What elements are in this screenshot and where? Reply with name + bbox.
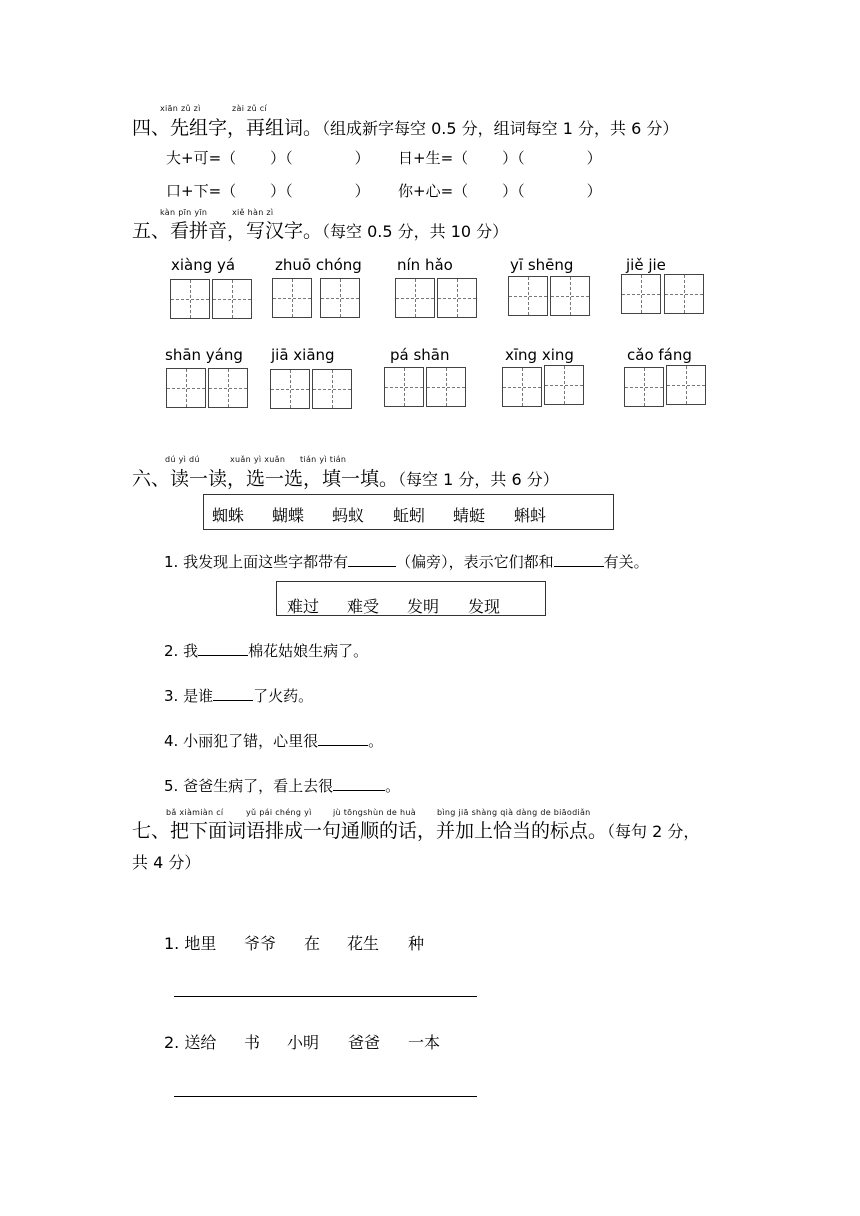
pinyin-prompt: cǎo fáng bbox=[627, 346, 692, 364]
answer-line[interactable] bbox=[174, 1096, 477, 1097]
writing-grid[interactable] bbox=[666, 365, 706, 405]
word-option: 难过 bbox=[287, 597, 320, 616]
pinyin-annotation: xuǎn yì xuǎn bbox=[230, 455, 286, 464]
blank[interactable] bbox=[318, 731, 368, 746]
writing-grid[interactable] bbox=[395, 278, 435, 318]
writing-grid[interactable] bbox=[312, 369, 352, 409]
word-option: 蚂蚁 bbox=[332, 506, 365, 525]
writing-grid[interactable] bbox=[166, 368, 206, 408]
pinyin-annotation: bìng jiā shàng qià dàng de biāodiǎn bbox=[437, 808, 591, 817]
blank[interactable] bbox=[198, 641, 248, 656]
scrambled-word: 2. 送给 bbox=[164, 1033, 217, 1052]
pinyin-annotation: tián yì tián bbox=[300, 455, 347, 464]
scrambled-word: 书 bbox=[244, 1033, 261, 1052]
question-6-points: （每空 1 分，共 6 分） bbox=[398, 470, 559, 489]
pinyin-prompt: jiā xiāng bbox=[271, 346, 335, 364]
pinyin-annotation: jù tōngshùn de huà bbox=[333, 808, 416, 817]
scrambled-word: 花生 bbox=[347, 934, 380, 953]
pinyin-prompt: zhuō chóng bbox=[275, 256, 362, 274]
scrambled-word: 爷爷 bbox=[244, 934, 277, 953]
pinyin-prompt: xiàng yá bbox=[171, 256, 236, 274]
word-option: 蝌蚪 bbox=[514, 506, 547, 525]
question-4-heading bbox=[132, 113, 678, 140]
pinyin-prompt: nín hǎo bbox=[397, 256, 453, 274]
writing-grid[interactable] bbox=[208, 368, 248, 408]
writing-grid[interactable] bbox=[320, 278, 360, 318]
blank[interactable] bbox=[554, 552, 604, 567]
writing-grid[interactable] bbox=[426, 367, 466, 407]
pinyin-annotation: xiě hàn zì bbox=[232, 208, 274, 217]
compose-item: 口+下=（ ）（ ） bbox=[166, 182, 370, 200]
pinyin-prompt: yī shēng bbox=[510, 256, 574, 274]
pinyin-annotation: kàn pīn yīn bbox=[160, 208, 208, 217]
writing-grid[interactable] bbox=[550, 276, 590, 316]
question-5-heading bbox=[132, 216, 508, 243]
blank[interactable] bbox=[213, 686, 253, 701]
fill-sentence: 4. 小丽犯了错，心里很 。 bbox=[164, 732, 384, 750]
pinyin-prompt: pá shān bbox=[390, 346, 450, 364]
pinyin-annotation: yǔ pái chéng yì bbox=[246, 808, 312, 817]
blank[interactable] bbox=[333, 776, 385, 791]
writing-grid[interactable] bbox=[664, 274, 704, 314]
writing-grid[interactable] bbox=[270, 369, 310, 409]
writing-grid[interactable] bbox=[544, 365, 584, 405]
question-4-title: 四、先组字，再组词。 bbox=[132, 117, 323, 139]
question-5-title: 五、看拼音，写汉字。 bbox=[132, 220, 323, 242]
compose-item: 日+生=（ ）（ ） bbox=[398, 149, 602, 167]
pinyin-annotation: bǎ xiàmiàn cí bbox=[166, 808, 224, 817]
writing-grid[interactable] bbox=[212, 279, 252, 319]
writing-grid[interactable] bbox=[621, 274, 661, 314]
question-7-title: 七、把下面词语排成一句通顺的话，并加上恰当的标点。 bbox=[132, 820, 608, 842]
question-5-points: （每空 0.5 分，共 10 分） bbox=[322, 222, 509, 241]
pinyin-annotation: dú yì dú bbox=[165, 455, 200, 464]
question-7-points: （每句 2 分， bbox=[607, 822, 700, 841]
answer-line[interactable] bbox=[174, 996, 477, 997]
word-option: 蝴蝶 bbox=[272, 506, 305, 525]
writing-grid[interactable] bbox=[624, 367, 664, 407]
word-option: 蜻蜓 bbox=[453, 506, 486, 525]
word-option: 难受 bbox=[347, 597, 380, 616]
pinyin-annotation: xiān zǔ zì bbox=[160, 104, 201, 113]
word-option: 蜘蛛 bbox=[212, 506, 245, 525]
scrambled-word: 在 bbox=[304, 934, 321, 953]
question-4-points: （组成新字每空 0.5 分，组词每空 1 分，共 6 分） bbox=[322, 119, 679, 138]
pinyin-prompt: xīng xing bbox=[505, 346, 574, 364]
pinyin-prompt: jiě jie bbox=[626, 256, 666, 274]
fill-sentence: 5. 爸爸生病了，看上去很 。 bbox=[164, 777, 401, 795]
scrambled-word: 种 bbox=[408, 934, 425, 953]
pinyin-prompt: shān yáng bbox=[165, 346, 243, 364]
writing-grid[interactable] bbox=[508, 276, 548, 316]
question-6-title: 六、读一读，选一选，填一填。 bbox=[132, 468, 399, 490]
word-option: 蚯蚓 bbox=[393, 506, 426, 525]
question-7-points-continued: 共 4 分） bbox=[132, 853, 201, 872]
compose-item: 你+心=（ ）（ ） bbox=[398, 182, 602, 200]
fill-sentence: 3. 是谁 了火药。 bbox=[164, 687, 314, 705]
scrambled-word: 一本 bbox=[408, 1033, 441, 1052]
word-option: 发现 bbox=[468, 597, 501, 616]
scrambled-word: 爸爸 bbox=[348, 1033, 381, 1052]
word-option: 发明 bbox=[407, 597, 440, 616]
writing-grid[interactable] bbox=[384, 367, 424, 407]
compose-item: 大+可=（ ）（ ） bbox=[166, 149, 370, 167]
writing-grid[interactable] bbox=[170, 279, 210, 319]
fill-sentence: 2. 我 棉花姑娘生病了。 bbox=[164, 642, 369, 660]
writing-grid[interactable] bbox=[502, 367, 542, 407]
writing-grid[interactable] bbox=[272, 278, 312, 318]
scrambled-word: 1. 地里 bbox=[164, 934, 217, 953]
fill-sentence: 1. 我发现上面这些字都带有 （偏旁），表示它们都和 有关。 bbox=[164, 553, 649, 571]
question-6-heading bbox=[132, 464, 559, 491]
scrambled-word: 小明 bbox=[287, 1033, 320, 1052]
pinyin-annotation: zài zǔ cí bbox=[232, 104, 268, 113]
blank[interactable] bbox=[348, 552, 396, 567]
writing-grid[interactable] bbox=[437, 278, 477, 318]
question-7-heading bbox=[132, 816, 699, 843]
